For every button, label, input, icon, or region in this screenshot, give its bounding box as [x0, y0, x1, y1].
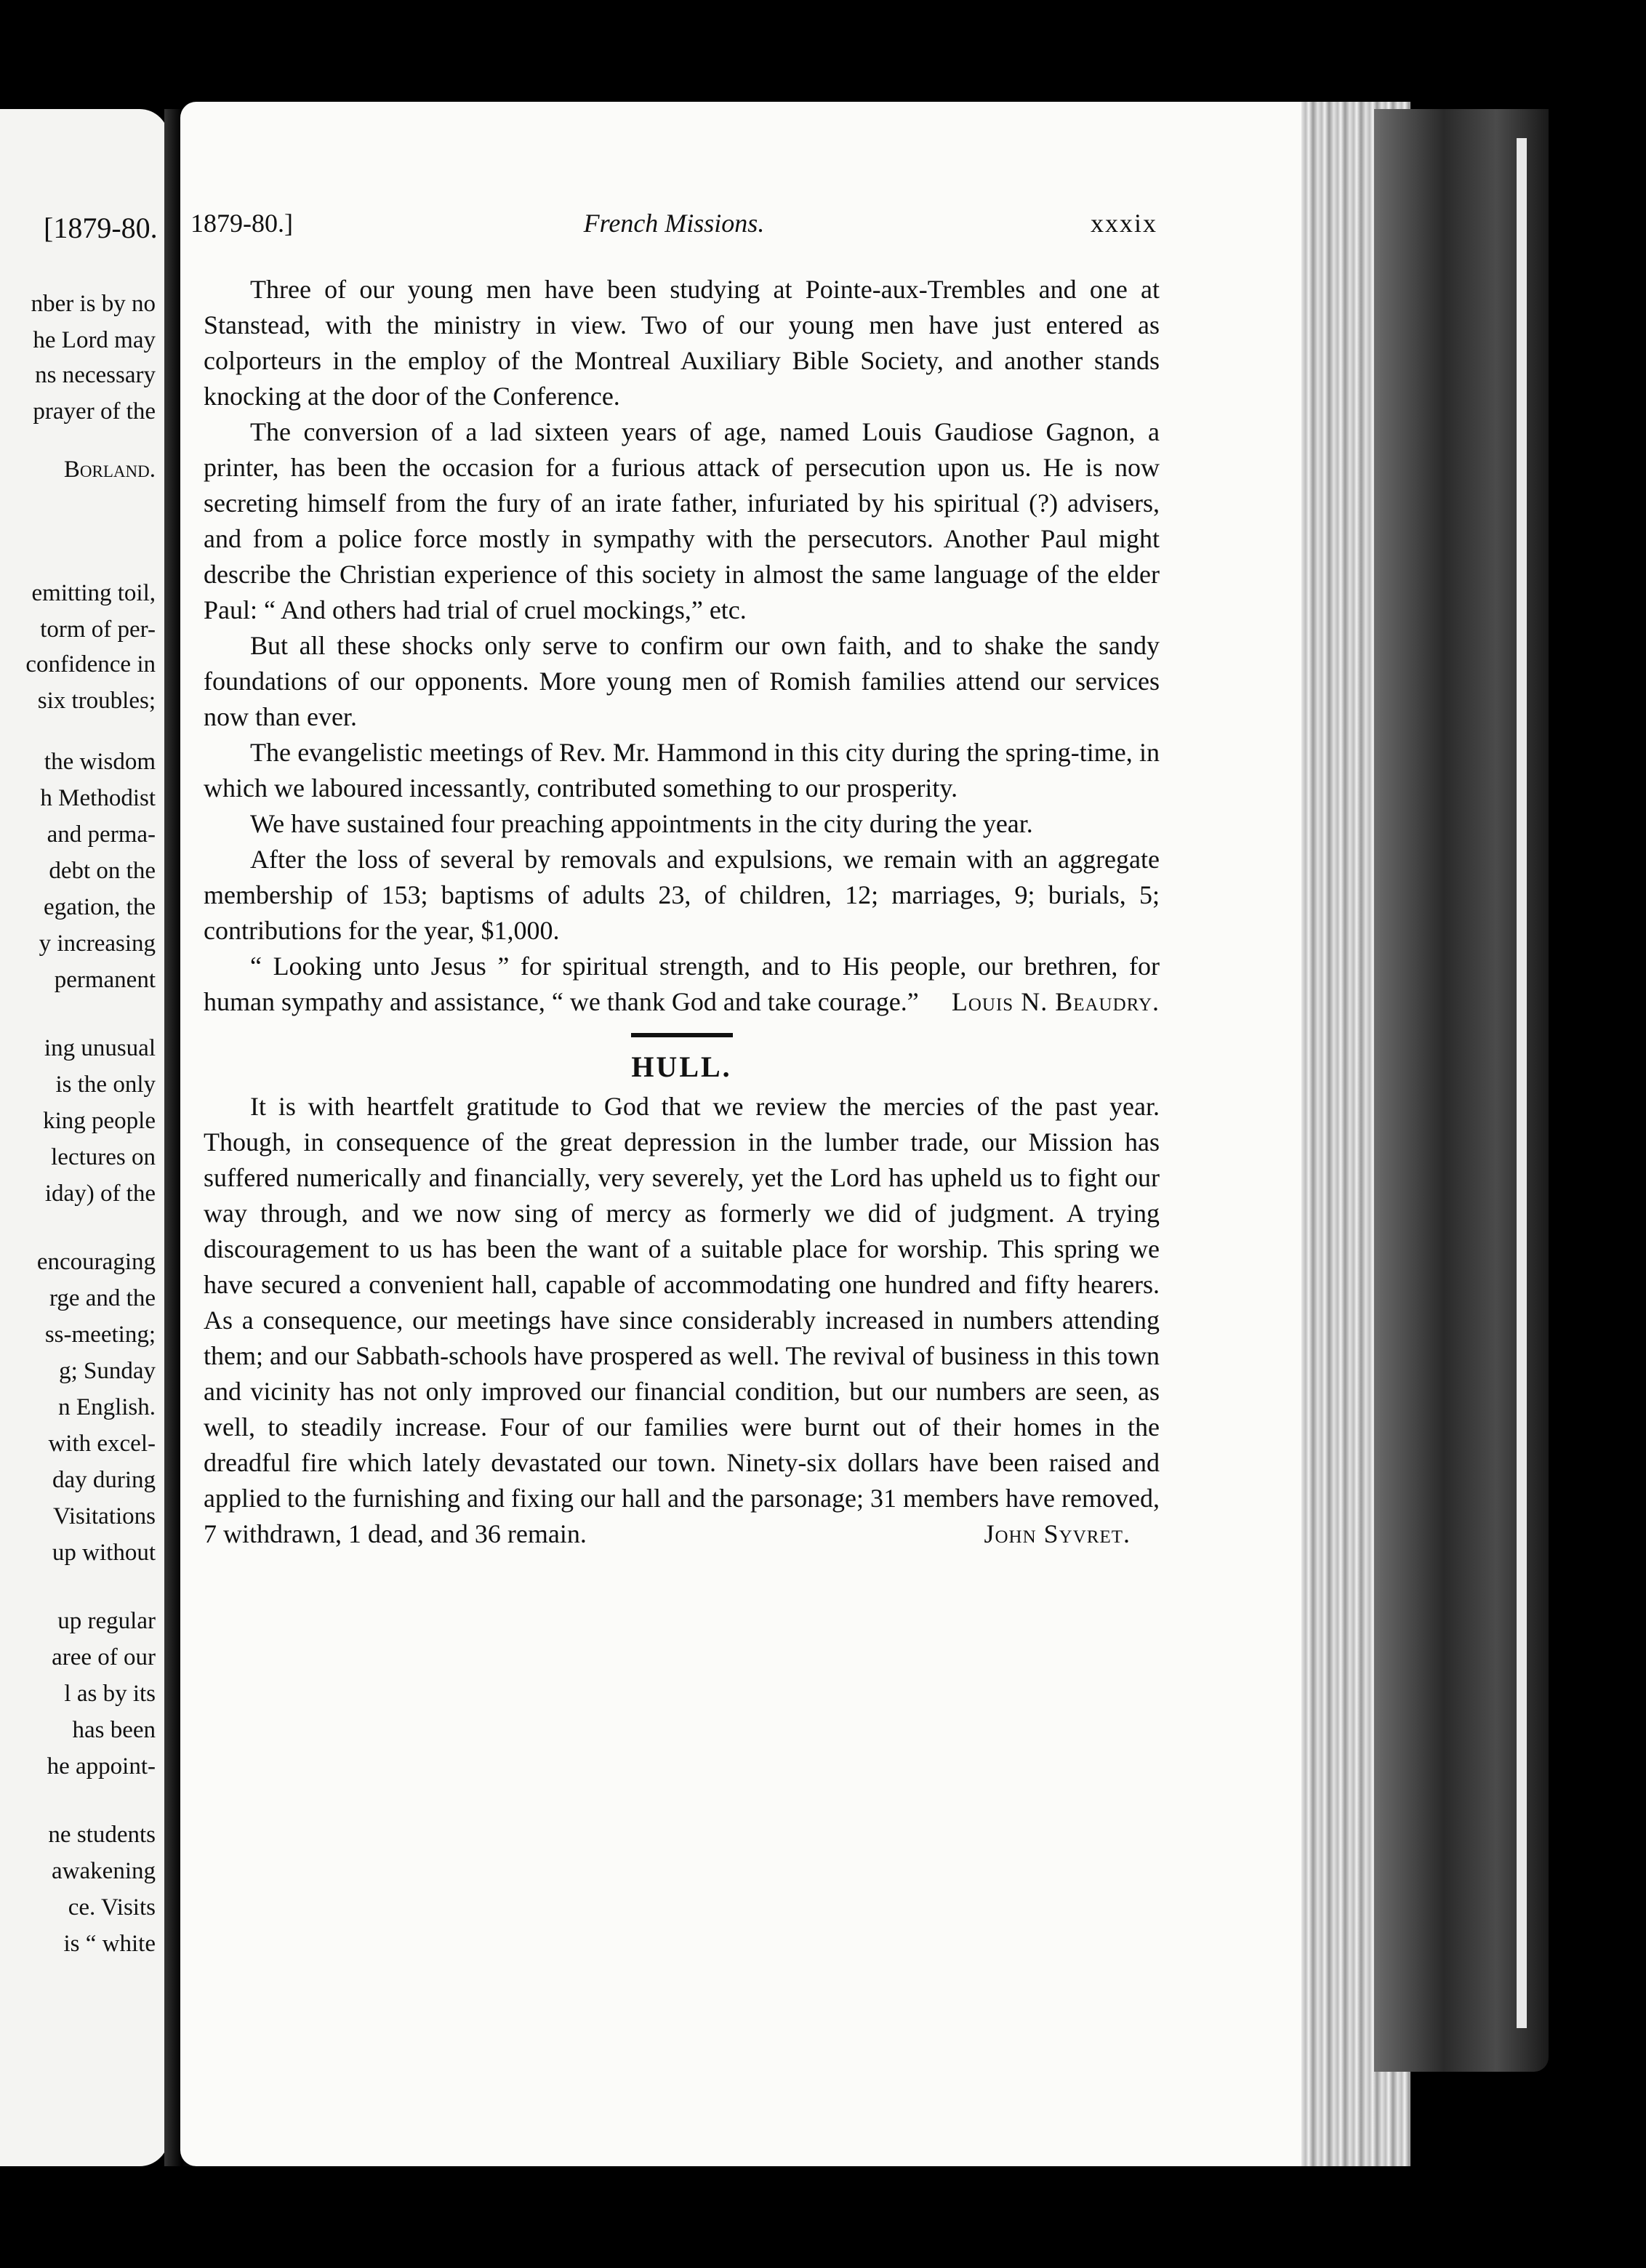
- section-divider: [631, 1033, 733, 1037]
- facing-page-line: ne students: [48, 1822, 156, 1848]
- paragraph: The evangelistic meetings of Rev. Mr. Hammond in this city during the spring-time, in which we laboured incessantly, contributed something to our prosperity.: [204, 738, 1160, 803]
- article-body: [204, 272, 1160, 1552]
- facing-page-line: egation, the: [44, 894, 156, 920]
- header-title: French Missions.: [583, 209, 765, 238]
- paragraph: Three of our young men have been studying at Pointe-aux-Trembles and one at Stanstead, with the ministry in view. Two of our young men have just entered as colporteurs in the employ of the Montreal Auxiliary Bible Society, and another stands knocking at the door of the Conference.: [204, 275, 1160, 411]
- facing-page-line: with excel-: [48, 1431, 156, 1457]
- facing-page-line: h Methodist: [40, 785, 156, 811]
- facing-page-line: awakening: [52, 1858, 156, 1884]
- facing-page-line: g; Sunday: [59, 1358, 156, 1384]
- facing-page-line: lectures on: [51, 1144, 156, 1170]
- page-number: xxxix: [1090, 209, 1157, 238]
- facing-page-line: has been: [72, 1717, 156, 1743]
- facing-page-line: ce. Visits: [68, 1894, 156, 1921]
- facing-page-line: six troubles;: [37, 688, 156, 714]
- facing-page-line: ing unusual: [44, 1035, 156, 1061]
- facing-page: [0, 109, 169, 2166]
- facing-page-line: confidence in: [25, 651, 156, 677]
- facing-page-line: encouraging: [36, 1249, 156, 1275]
- signature: Louis N. Beaudry.: [951, 987, 1160, 1016]
- paragraph: We have sustained four preaching appointments in the city during the year.: [250, 809, 1033, 838]
- facing-page-line: Borland.: [63, 457, 156, 483]
- facing-page-line: king people: [43, 1108, 156, 1134]
- facing-page-line: he appoint-: [47, 1753, 156, 1780]
- facing-page-line: ss-meeting;: [44, 1322, 156, 1348]
- paragraph: After the loss of several by removals and expulsions, we remain with an aggregate membership of 153; baptisms of adults 23, of children, 12; marriages, 9; burials, 5; contributions for the year, $1,000.: [204, 845, 1160, 945]
- facing-page-line: n English.: [58, 1394, 156, 1420]
- facing-page-line: prayer of the: [33, 398, 156, 425]
- facing-page-line: is “ white: [63, 1931, 156, 1957]
- facing-page-line: the wisdom: [44, 749, 156, 775]
- facing-page-line: y increasing: [39, 930, 156, 957]
- paragraph: It is with heartfelt gratitude to God that we review the mercies of the past year. Though, in consequence of the great depression in the lumber trade, our Mission has suffered numerically and financially, very severely, yet the Lord has upheld us to fight our way through, and we now sing of mercy as formerly we did of judgment. A trying discouragement to us has been the want of a suitable place for worship. This spring we have secured a convenient hall, capable of accommodating one hundred and fifty hearers. As a consequence, our meetings have since considerably increased in numbers attending them; and our Sabbath-schools have prospered as well. The revival of business in this town and vicinity has not only improved our financial condition, but our numbers are seen, as well, to steadily increase. Four of our families were burnt out of their homes in the dreadful fire which lately devastated our town. Ninety-six dollars have been raised and applied to the furnishing and fixing our hall and the parsonage; 31 members have removed, 7 withdrawn, 1 dead, and 36 remain.: [204, 1092, 1160, 1548]
- facing-page-line: day during: [52, 1467, 156, 1493]
- facing-page-line: ns necessary: [35, 362, 156, 388]
- facing-page-line: nber is by no: [31, 291, 156, 317]
- facing-page-line: iday) of the: [44, 1181, 156, 1207]
- facing-page-line: permanent: [54, 967, 156, 993]
- facing-page-header: [1879-80.: [44, 212, 158, 244]
- paragraph: But all these shocks only serve to confirm our own faith, and to shake the sandy foundations of our opponents. More young men of Romish families attend our services now than ever.: [204, 631, 1160, 731]
- facing-page-line: and perma-: [47, 821, 156, 848]
- facing-page-line: torm of per-: [40, 616, 156, 643]
- facing-page-line: l as by its: [64, 1681, 156, 1707]
- facing-page-line: he Lord may: [33, 327, 156, 353]
- paragraph: The conversion of a lad sixteen years of age, named Louis Gaudiose Gagnon, a printer, has been the occasion for a furious attack of persecution upon us. He is now secreting himself from the fury of an irate father, infuriated by his spiritual (?) advisers, and from a police force mostly in sympathy with the persecutors. Another Paul might describe the Christian experience of this society in almost the same language of the elder Paul: “ And others had trial of cruel mockings,” etc.: [204, 417, 1160, 624]
- facing-page-line: aree of our: [52, 1644, 156, 1670]
- header-year: 1879-80.]: [190, 209, 293, 238]
- paragraph: “ Looking unto Jesus ” for spiritual strength, and to His people, our brethren, for human sympathy and assistance, “ we thank God and take courage.”: [204, 952, 1160, 1016]
- book-edge-shadow: [1374, 109, 1549, 2072]
- facing-page-line: Visitations: [52, 1503, 156, 1529]
- facing-page-line: debt on the: [49, 858, 156, 884]
- facing-page-line: emitting toil,: [31, 580, 156, 606]
- section-title: HULL.: [631, 1050, 732, 1083]
- facing-page-line: up regular: [57, 1608, 156, 1634]
- running-header: [190, 208, 1157, 243]
- facing-page-line: up without: [52, 1540, 156, 1566]
- signature: John Syvret.: [984, 1519, 1131, 1548]
- facing-page-line: is the only: [55, 1071, 156, 1098]
- facing-page-line: rge and the: [49, 1285, 156, 1311]
